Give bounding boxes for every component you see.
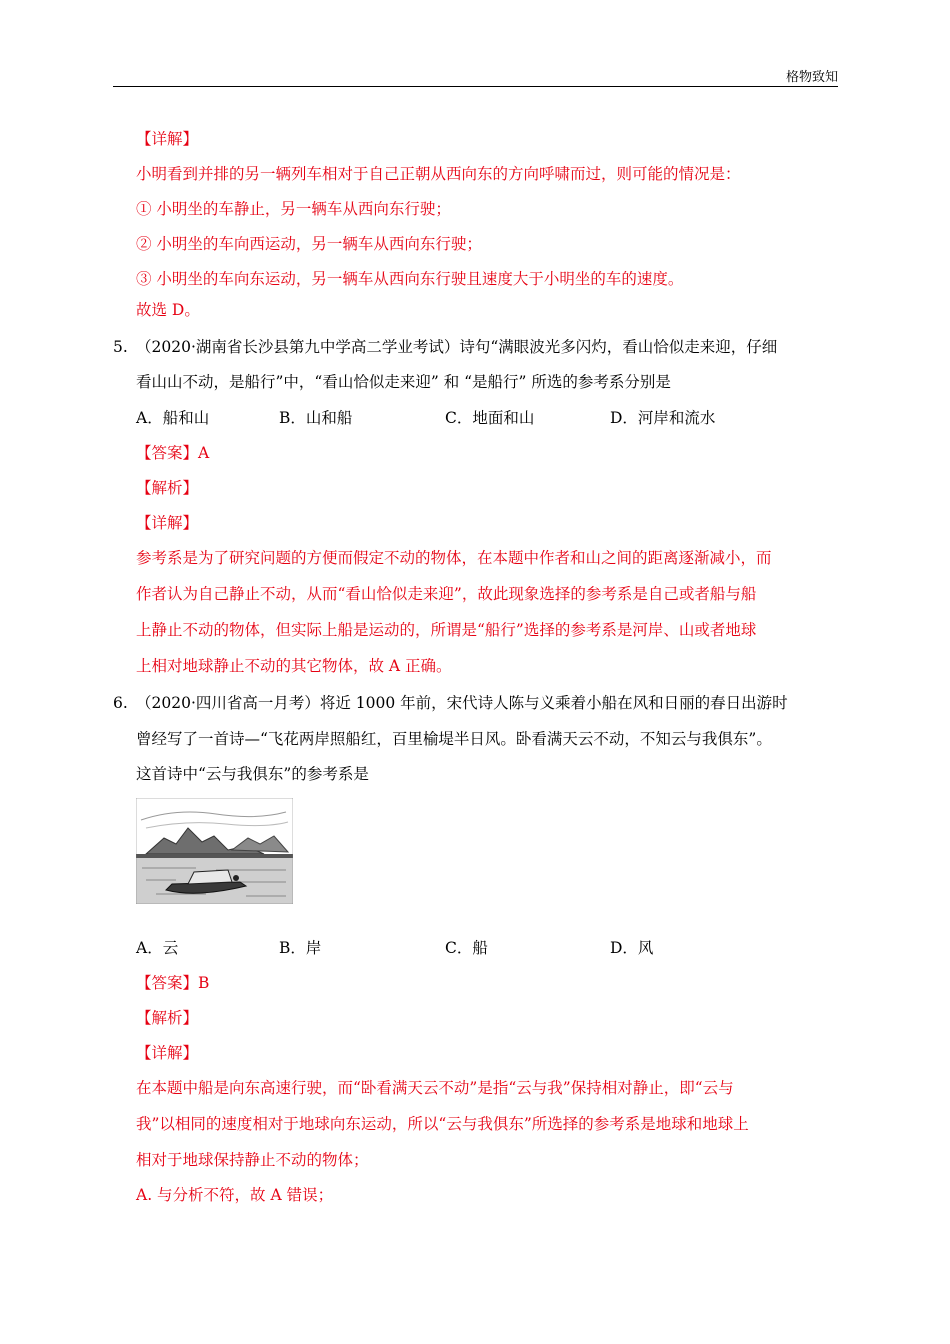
q6-stem-line: （2020·四川省高一月考）将近 1000 年前，宋代诗人陈与义乘着小船在风和日丽的春日出游时 — [136, 694, 788, 712]
q5-detail-line: 上静止不动的物体，但实际上船是运动的，所谓是“船行”选择的参考系是河岸、山或者地球 — [136, 621, 757, 639]
q6-option-a: A．云 — [136, 939, 179, 957]
q5-jiexi-tag: 【解析】 — [136, 479, 199, 497]
q4-xiangjie-tag: 【详解】 — [136, 130, 199, 148]
q6-stem-line: 曾经写了一首诗—“飞花两岸照船红，百里榆堤半日风。卧看满天云不动，不知云与我俱东”。 — [136, 730, 772, 748]
q5-option-d: D．河岸和流水 — [610, 409, 716, 427]
q5-option-b: B．山和船 — [279, 409, 353, 427]
q5-answer: 【答案】A — [136, 444, 210, 462]
boat-river-illustration — [136, 798, 293, 904]
q5-xiangjie-tag: 【详解】 — [136, 514, 199, 532]
q6-number: 6. — [113, 694, 128, 712]
q6-option-b: B．岸 — [279, 939, 322, 957]
q4-detail-line: 小明看到并排的另一辆列车相对于自己正朝从西向东的方向呼啸而过，则可能的情况是： — [136, 165, 741, 183]
q4-detail-line: ③ 小明坐的车向东运动，另一辆车从西向东行驶且速度大于小明坐的车的速度。 — [136, 270, 684, 288]
header-divider — [113, 86, 838, 87]
q6-stem-line: 这首诗中“云与我俱东”的参考系是 — [136, 765, 369, 783]
q6-detail-line: 相对于地球保持静止不动的物体； — [136, 1151, 369, 1169]
q6-answer: 【答案】B — [136, 974, 210, 992]
q5-detail-line: 上相对地球静止不动的其它物体，故 A 正确。 — [136, 657, 452, 675]
q6-detail-line: A. 与分析不符，故 A 错误； — [136, 1186, 334, 1204]
q6-option-d: D．风 — [610, 939, 654, 957]
q5-detail-line: 参考系是为了研究问题的方便而假定不动的物体，在本题中作者和山之间的距离逐渐减小，而 — [136, 549, 772, 567]
q6-option-c: C．船 — [445, 939, 488, 957]
q5-stem-line: （2020·湖南省长沙县第九中学高二学业考试）诗句“满眼波光多闪灼，看山恰似走来迎，仔细 — [136, 338, 778, 356]
q5-option-c: C．地面和山 — [445, 409, 535, 427]
q5-option-a: A．船和山 — [136, 409, 210, 427]
q4-detail-line: ② 小明坐的车向西运动，另一辆车从西向东行驶； — [136, 235, 482, 253]
q4-detail-line: ① 小明坐的车静止，另一辆车从西向东行驶； — [136, 200, 451, 218]
q6-detail-line: 我”以相同的速度相对于地球向东运动，所以“云与我俱东”所选择的参考系是地球和地球上 — [136, 1115, 749, 1133]
q4-detail-line: 故选 D。 — [136, 301, 200, 319]
header-brand: 格物致知 — [785, 70, 838, 85]
q5-stem-line: 看山山不动，是船行”中，“看山恰似走来迎” 和 “是船行” 所选的参考系分别是 — [136, 373, 671, 391]
q5-number: 5. — [113, 338, 128, 356]
q6-jiexi-tag: 【解析】 — [136, 1009, 199, 1027]
q6-detail-line: 在本题中船是向东高速行驶，而“卧看满天云不动”是指“云与我”保持相对静止，即“云与 — [136, 1079, 734, 1097]
q5-detail-line: 作者认为自己静止不动，从而“看山恰似走来迎”，故此现象选择的参考系是自己或者船与船 — [136, 585, 757, 603]
q6-xiangjie-tag: 【详解】 — [136, 1044, 199, 1062]
